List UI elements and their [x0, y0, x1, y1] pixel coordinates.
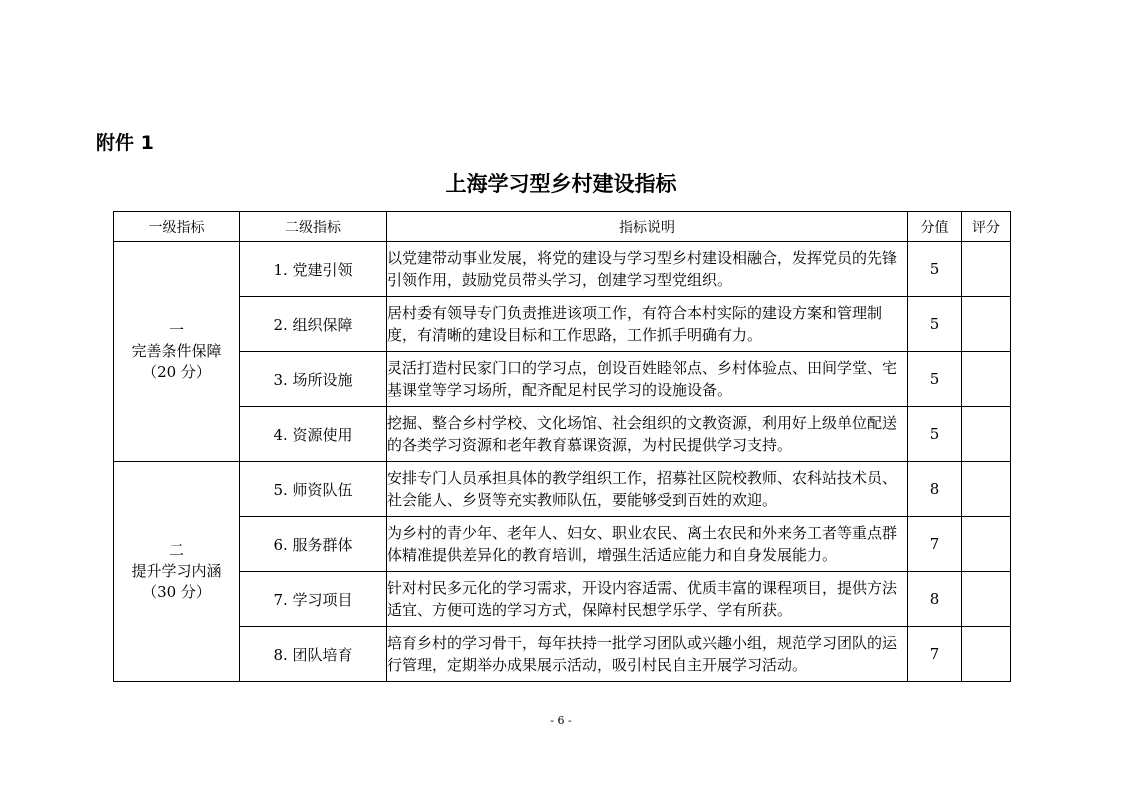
level2-cell: 2. 组织保障: [240, 297, 387, 352]
document-title: 上海学习型乡村建设指标: [445, 171, 677, 196]
indicator-table: [113, 211, 1011, 682]
level1-cell: [114, 462, 240, 682]
header-level1: 一级指标: [114, 212, 240, 242]
page-number: - 6 -: [550, 714, 572, 727]
table-row: [114, 352, 1011, 407]
header-level2: 二级指标: [240, 212, 387, 242]
level1-number: 一: [168, 321, 184, 339]
rating-cell[interactable]: [962, 352, 1011, 407]
table-header-row: [114, 212, 1011, 242]
level2-cell: 5. 师资队伍: [240, 462, 387, 517]
level1-name: 提升学习内涵: [131, 562, 222, 580]
rating-cell[interactable]: [962, 242, 1011, 297]
rating-cell[interactable]: [962, 297, 1011, 352]
score-cell: 5: [908, 352, 962, 407]
level1-name: 完善条件保障: [131, 342, 222, 360]
description-cell: 挖掘、整合乡村学校、文化场馆、社会组织的文教资源，利用好上级单位配送的各类学习资源和老年教育慕课资源，为村民提供学习支持。: [387, 407, 908, 462]
score-cell: 5: [908, 297, 962, 352]
header-rating: 评分: [962, 212, 1011, 242]
rating-cell[interactable]: [962, 572, 1011, 627]
table-row: [114, 407, 1011, 462]
level1-number: 二: [168, 541, 184, 559]
table-row: [114, 297, 1011, 352]
header-description: 指标说明: [387, 212, 908, 242]
description-cell: 居村委有领导专门负责推进该项工作，有符合本村实际的建设方案和管理制度，有清晰的建设目标和工作思路，工作抓手明确有力。: [387, 297, 908, 352]
level1-points: （20 分）: [142, 363, 211, 381]
table-row: [114, 517, 1011, 572]
description-cell: 灵活打造村民家门口的学习点，创设百姓睦邻点、乡村体验点、田间学堂、宅基课堂等学习场所，配齐配足村民学习的设施设备。: [387, 352, 908, 407]
level2-cell: 1. 党建引领: [240, 242, 387, 297]
level2-cell: 6. 服务群体: [240, 517, 387, 572]
score-cell: 5: [908, 242, 962, 297]
level2-cell: 3. 场所设施: [240, 352, 387, 407]
level1-points: （30 分）: [142, 583, 211, 601]
description-cell: 为乡村的青少年、老年人、妇女、职业农民、离土农民和外来务工者等重点群体精准提供差异化的教育培训，增强生活适应能力和自身发展能力。: [387, 517, 908, 572]
level2-cell: 7. 学习项目: [240, 572, 387, 627]
header-score: 分值: [908, 212, 962, 242]
score-cell: 7: [908, 517, 962, 572]
rating-cell[interactable]: [962, 462, 1011, 517]
attachment-label: 附件 1: [96, 132, 154, 154]
table-row: [114, 627, 1011, 682]
description-cell: 安排专门人员承担具体的教学组织工作，招募社区院校教师、农科站技术员、社会能人、乡贤等充实教师队伍，要能够受到百姓的欢迎。: [387, 462, 908, 517]
rating-cell[interactable]: [962, 407, 1011, 462]
score-cell: 8: [908, 572, 962, 627]
rating-cell[interactable]: [962, 627, 1011, 682]
level2-cell: 4. 资源使用: [240, 407, 387, 462]
rating-cell[interactable]: [962, 517, 1011, 572]
table-row: [114, 572, 1011, 627]
table-row: [114, 242, 1011, 297]
description-cell: 以党建带动事业发展，将党的建设与学习型乡村建设相融合，发挥党员的先锋引领作用，鼓励党员带头学习，创建学习型党组织。: [387, 242, 908, 297]
level2-cell: 8. 团队培育: [240, 627, 387, 682]
description-cell: 针对村民多元化的学习需求，开设内容适需、优质丰富的课程项目，提供方法适宜、方便可选的学习方式，保障村民想学乐学、学有所获。: [387, 572, 908, 627]
score-cell: 5: [908, 407, 962, 462]
description-cell: 培育乡村的学习骨干，每年扶持一批学习团队或兴趣小组，规范学习团队的运行管理，定期举办成果展示活动，吸引村民自主开展学习活动。: [387, 627, 908, 682]
table-row: [114, 462, 1011, 517]
score-cell: 8: [908, 462, 962, 517]
level1-cell: [114, 242, 240, 462]
score-cell: 7: [908, 627, 962, 682]
